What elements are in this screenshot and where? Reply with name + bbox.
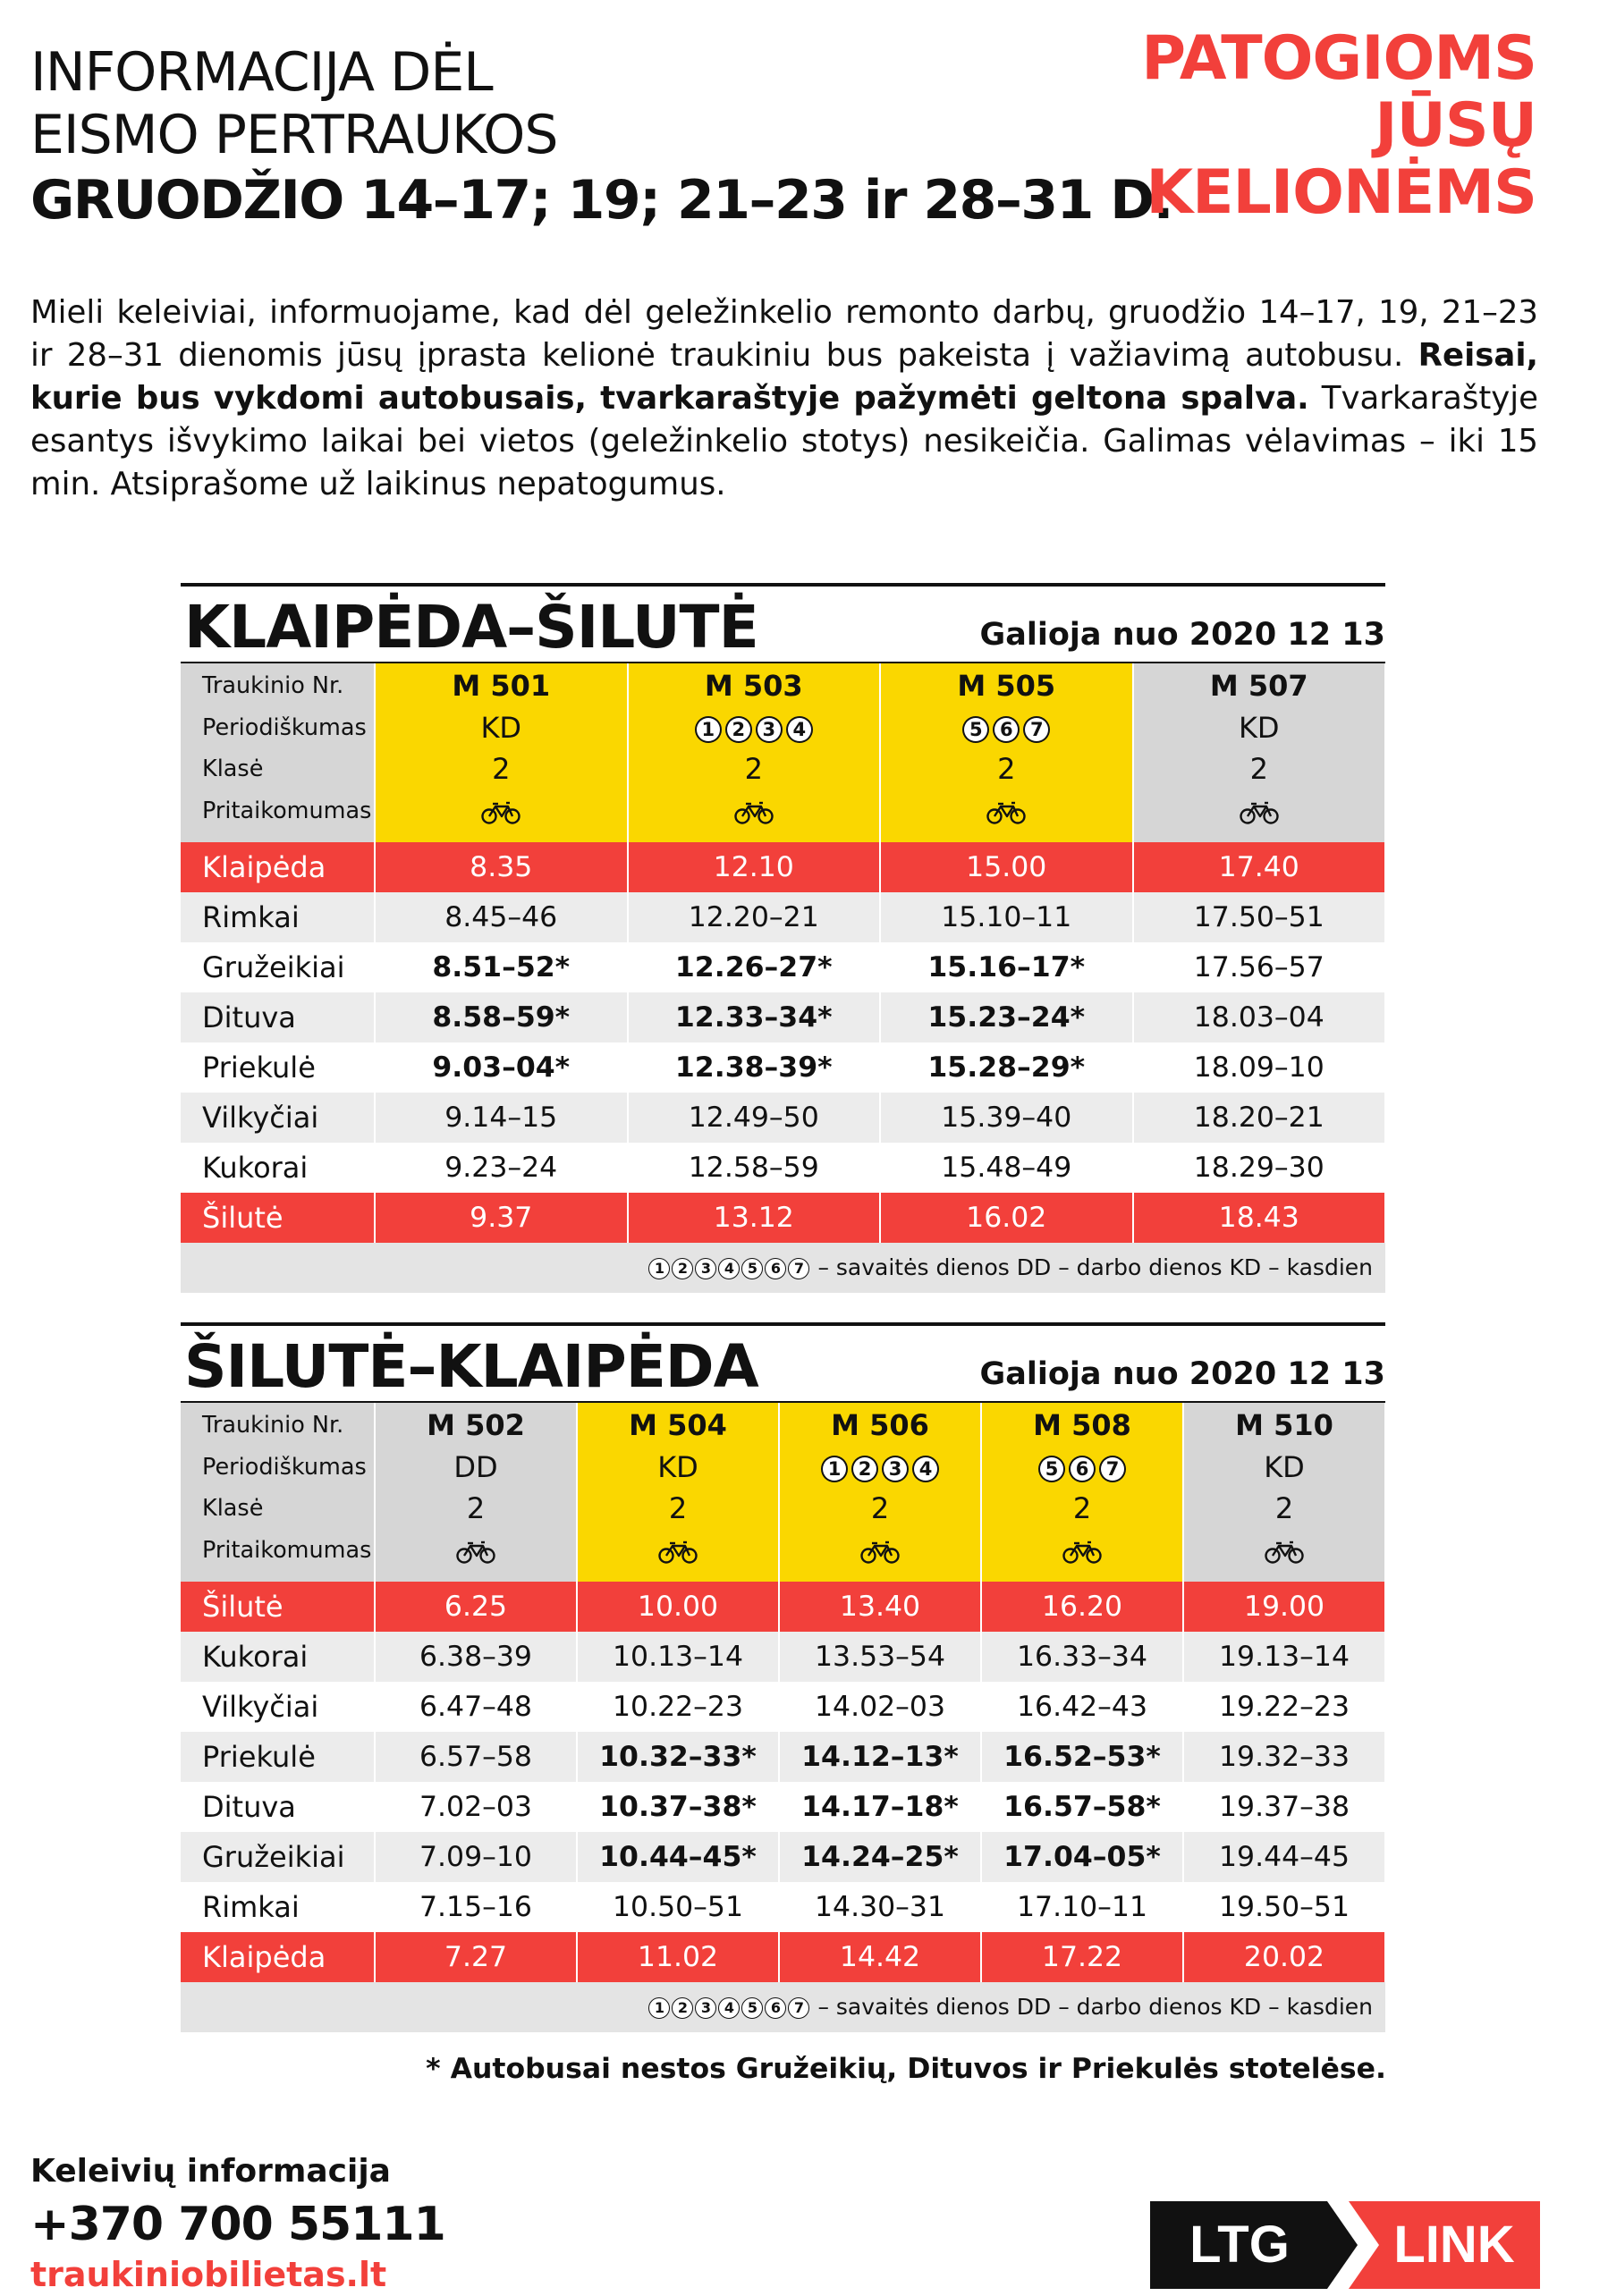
bike-icon bbox=[480, 801, 521, 824]
stop-name: Priekulė bbox=[181, 1042, 375, 1093]
stop-time: 16.52–53* bbox=[981, 1732, 1183, 1782]
legend bbox=[181, 1982, 1385, 2032]
train-periodicity: KD bbox=[1264, 1449, 1305, 1484]
stop-time: 17.40 bbox=[1133, 842, 1386, 892]
stop-time: 14.24–25* bbox=[779, 1832, 981, 1882]
weekday-legend-badge: 3 bbox=[695, 1258, 716, 1279]
train-column-header bbox=[577, 1403, 779, 1582]
stop-time: 16.20 bbox=[981, 1582, 1183, 1632]
weekday-badge: 4 bbox=[912, 1456, 939, 1482]
train-column-header bbox=[375, 1403, 577, 1582]
stop-row bbox=[181, 992, 1385, 1042]
stop-time: 8.51–52* bbox=[375, 942, 628, 992]
stop-time: 16.57–58* bbox=[981, 1782, 1183, 1832]
stop-time: 17.56–57 bbox=[1133, 942, 1386, 992]
weekday-badge: 7 bbox=[1099, 1456, 1126, 1482]
stop-time: 16.02 bbox=[880, 1193, 1133, 1243]
stop-name: Gružeikiai bbox=[181, 942, 375, 992]
stop-row bbox=[181, 1682, 1385, 1732]
bike-accessible bbox=[1184, 1530, 1384, 1572]
bike-accessible bbox=[1134, 790, 1385, 832]
slogan-line-3: KELIONĖMS bbox=[1146, 157, 1536, 228]
stop-time: 19.00 bbox=[1183, 1582, 1385, 1632]
stop-time: 7.02–03 bbox=[375, 1782, 577, 1832]
phone-number[interactable]: +370 700 55111 bbox=[30, 2198, 445, 2251]
stop-time: 7.27 bbox=[375, 1932, 577, 1982]
stop-name: Kukorai bbox=[181, 1632, 375, 1682]
validity-date: Galioja nuo 2020 12 13 bbox=[979, 617, 1385, 653]
stop-name: Rimkai bbox=[181, 892, 375, 942]
train-class: 2 bbox=[668, 1491, 688, 1525]
weekday-legend-badge: 6 bbox=[765, 1997, 786, 2019]
weekday-badge: 3 bbox=[756, 716, 783, 743]
bike-icon bbox=[986, 801, 1027, 824]
stop-time: 18.29–30 bbox=[1133, 1143, 1386, 1193]
stop-time: 20.02 bbox=[1183, 1932, 1385, 1982]
stop-time: 11.02 bbox=[577, 1932, 779, 1982]
stop-time: 16.33–34 bbox=[981, 1632, 1183, 1682]
timetable-silute-klaipeda bbox=[181, 1322, 1385, 2032]
stop-name: Priekulė bbox=[181, 1732, 375, 1782]
stop-name: Kukorai bbox=[181, 1143, 375, 1193]
stop-row bbox=[181, 1932, 1385, 1982]
stop-time: 12.58–59 bbox=[628, 1143, 881, 1193]
weekday-legend-badge: 3 bbox=[695, 1997, 716, 2019]
weekday-legend-badge: 6 bbox=[765, 1258, 786, 1279]
stop-name: Šilutė bbox=[181, 1582, 375, 1632]
section-header bbox=[181, 587, 1385, 662]
stop-name: Gružeikiai bbox=[181, 1832, 375, 1882]
train-column-header bbox=[779, 1403, 981, 1582]
train-class: 2 bbox=[870, 1491, 890, 1525]
stop-time: 18.03–04 bbox=[1133, 992, 1386, 1042]
weekday-legend-badge: 2 bbox=[672, 1258, 693, 1279]
weekday-badge: 4 bbox=[786, 716, 813, 743]
stop-time: 17.50–51 bbox=[1133, 892, 1386, 942]
weekday-badge: 1 bbox=[695, 716, 722, 743]
stop-row bbox=[181, 1782, 1385, 1832]
stop-time: 15.16–17* bbox=[880, 942, 1133, 992]
stop-row bbox=[181, 1093, 1385, 1143]
bike-icon bbox=[859, 1541, 901, 1564]
stop-time: 19.32–33 bbox=[1183, 1732, 1385, 1782]
intro-paragraph bbox=[30, 291, 1538, 506]
stop-time: 10.00 bbox=[577, 1582, 779, 1632]
info-label: Keleivių informacija bbox=[30, 2153, 391, 2190]
timetable bbox=[181, 663, 1386, 1243]
stop-time: 10.13–14 bbox=[577, 1632, 779, 1682]
logo-link-text: LINK bbox=[1393, 2216, 1515, 2274]
stop-time: 13.53–54 bbox=[779, 1632, 981, 1682]
stop-time: 17.04–05* bbox=[981, 1832, 1183, 1882]
train-periodicity: KD bbox=[1238, 710, 1280, 745]
train-column-header bbox=[981, 1403, 1183, 1582]
train-number: M 503 bbox=[704, 669, 803, 703]
weekday-legend-badge: 1 bbox=[648, 1258, 670, 1279]
slogan-line-2: JŪSŲ bbox=[1375, 90, 1536, 161]
bike-accessible bbox=[780, 1530, 980, 1572]
stop-name: Rimkai bbox=[181, 1882, 375, 1932]
stop-time: 18.09–10 bbox=[1133, 1042, 1386, 1093]
stop-time: 14.12–13* bbox=[779, 1732, 981, 1782]
route-title: KLAIPĖDA–ŠILUTĖ bbox=[184, 593, 758, 662]
slogan bbox=[1141, 25, 1536, 226]
weekday-badge: 2 bbox=[851, 1456, 878, 1482]
stop-name: Dituva bbox=[181, 992, 375, 1042]
weekday-badge: 6 bbox=[1069, 1456, 1096, 1482]
stop-time: 8.58–59* bbox=[375, 992, 628, 1042]
stop-time: 19.13–14 bbox=[1183, 1632, 1385, 1682]
stop-time: 9.23–24 bbox=[375, 1143, 628, 1193]
stop-time: 15.39–40 bbox=[880, 1093, 1133, 1143]
train-class: 2 bbox=[744, 752, 763, 786]
weekday-badge: 3 bbox=[882, 1456, 909, 1482]
info-label: Traukinio Nr. bbox=[202, 672, 344, 699]
slogan-line-1: PATOGIOMS bbox=[1141, 23, 1536, 94]
train-number: M 510 bbox=[1235, 1408, 1333, 1442]
stop-name: Šilutė bbox=[181, 1193, 375, 1243]
weekday-legend-badge: 1 bbox=[648, 1997, 670, 2019]
intro-text-bold: Reisai, kurie bus vykdomi autobusais, tvarkaraštyje pažymėti geltona spalva. bbox=[30, 337, 1538, 417]
stop-time: 8.35 bbox=[375, 842, 628, 892]
train-class: 2 bbox=[1249, 752, 1268, 786]
info-label: Periodiškumas bbox=[202, 713, 367, 741]
logo-ltg-text: LTG bbox=[1189, 2216, 1290, 2274]
ltg-link-logo bbox=[1150, 2201, 1540, 2289]
stop-time: 10.37–38* bbox=[577, 1782, 779, 1832]
weekday-badges bbox=[881, 707, 1132, 749]
intro-text-2: Tvarkaraštyje esantys išvykimo laikai bei vietos (geležinkelio stotys) nesikeičia. Galimas vėlavimas – iki 15 min. Atsiprašome už laikinus nepatogumus. bbox=[30, 380, 1538, 502]
train-number: M 508 bbox=[1033, 1408, 1131, 1442]
stop-time: 14.42 bbox=[779, 1932, 981, 1982]
weekday-legend-badge: 7 bbox=[788, 1258, 809, 1279]
weekday-legend-badge: 4 bbox=[718, 1258, 740, 1279]
website-link[interactable]: traukiniobilietas.lt bbox=[30, 2255, 387, 2294]
stop-name: Dituva bbox=[181, 1782, 375, 1832]
train-info-row bbox=[181, 1403, 1385, 1582]
bike-accessible bbox=[629, 790, 880, 832]
train-info-labels bbox=[181, 663, 375, 842]
train-number: M 501 bbox=[452, 669, 551, 703]
train-info-row bbox=[181, 663, 1385, 842]
weekday-badge: 5 bbox=[962, 716, 989, 743]
train-column-header bbox=[1133, 663, 1386, 842]
weekday-legend-badge: 5 bbox=[741, 1997, 763, 2019]
stop-time: 19.37–38 bbox=[1183, 1782, 1385, 1832]
weekday-badge: 2 bbox=[725, 716, 752, 743]
timetable-klaipeda-silute bbox=[181, 583, 1385, 1293]
info-label: Pritaikomumas bbox=[202, 1536, 372, 1564]
weekday-badge: 5 bbox=[1038, 1456, 1065, 1482]
stop-time: 6.38–39 bbox=[375, 1632, 577, 1682]
stop-name: Vilkyčiai bbox=[181, 1682, 375, 1732]
bike-icon bbox=[1239, 801, 1280, 824]
section-header bbox=[181, 1326, 1385, 1401]
weekday-badge: 6 bbox=[993, 716, 1020, 743]
stop-time: 14.02–03 bbox=[779, 1682, 981, 1732]
stop-row bbox=[181, 942, 1385, 992]
stop-time: 12.20–21 bbox=[628, 892, 881, 942]
stop-time: 15.48–49 bbox=[880, 1143, 1133, 1193]
stop-time: 7.09–10 bbox=[375, 1832, 577, 1882]
stop-row bbox=[181, 1042, 1385, 1093]
stop-row bbox=[181, 1732, 1385, 1782]
train-column-header bbox=[1183, 1403, 1385, 1582]
train-periodicity: KD bbox=[657, 1449, 698, 1484]
stop-time: 10.50–51 bbox=[577, 1882, 779, 1932]
stop-time: 8.45–46 bbox=[375, 892, 628, 942]
stop-row bbox=[181, 1882, 1385, 1932]
weekday-badges bbox=[780, 1447, 980, 1489]
stop-row bbox=[181, 1193, 1385, 1243]
stop-name: Klaipėda bbox=[181, 1932, 375, 1982]
stop-name: Klaipėda bbox=[181, 842, 375, 892]
bike-icon bbox=[1264, 1541, 1305, 1564]
heading-dates: GRUODŽIO 14–17; 19; 21–23 ir 28–31 D. bbox=[30, 169, 1172, 232]
stop-time: 18.20–21 bbox=[1133, 1093, 1386, 1143]
info-label: Traukinio Nr. bbox=[202, 1412, 344, 1439]
stop-time: 12.10 bbox=[628, 842, 881, 892]
notice-heading bbox=[30, 41, 1172, 234]
info-label: Periodiškumas bbox=[202, 1453, 367, 1481]
train-number: M 507 bbox=[1209, 669, 1308, 703]
intro-text-1: Mieli keleiviai, informuojame, kad dėl geležinkelio remonto darbų, gruodžio 14–17, 19, 21–23 ir 28–31 dienomis jūsų įprasta kelionė traukiniu bus pakeista į važiavimą autobusu. bbox=[30, 294, 1538, 374]
train-number: M 504 bbox=[629, 1408, 727, 1442]
weekday-badge: 7 bbox=[1023, 716, 1050, 743]
bike-accessible bbox=[881, 790, 1132, 832]
stop-row bbox=[181, 842, 1385, 892]
stop-time: 16.42–43 bbox=[981, 1682, 1183, 1732]
train-info-labels bbox=[181, 1403, 375, 1582]
heading-line-2: EISMO PERTRAUKOS bbox=[30, 104, 558, 166]
weekday-legend-badge: 5 bbox=[741, 1258, 763, 1279]
stop-time: 12.26–27* bbox=[628, 942, 881, 992]
stop-time: 15.28–29* bbox=[880, 1042, 1133, 1093]
route-title: ŠILUTĖ–KLAIPĖDA bbox=[184, 1332, 758, 1401]
stop-row bbox=[181, 1832, 1385, 1882]
stop-name: Vilkyčiai bbox=[181, 1093, 375, 1143]
train-class: 2 bbox=[997, 752, 1016, 786]
train-class: 2 bbox=[1274, 1491, 1294, 1525]
stop-time: 17.10–11 bbox=[981, 1882, 1183, 1932]
legend-text: – savaitės dienos DD – darbo dienos KD – kasdien bbox=[817, 1254, 1373, 1280]
stop-time: 19.22–23 bbox=[1183, 1682, 1385, 1732]
bike-accessible bbox=[578, 1530, 778, 1572]
stop-time: 13.40 bbox=[779, 1582, 981, 1632]
stop-time: 10.32–33* bbox=[577, 1732, 779, 1782]
bike-accessible bbox=[376, 790, 627, 832]
stop-time: 10.22–23 bbox=[577, 1682, 779, 1732]
stop-time: 18.43 bbox=[1133, 1193, 1386, 1243]
stop-time: 15.10–11 bbox=[880, 892, 1133, 942]
stop-time: 17.22 bbox=[981, 1932, 1183, 1982]
legend-text: – savaitės dienos DD – darbo dienos KD – kasdien bbox=[817, 1994, 1373, 2020]
info-label: Klasė bbox=[202, 755, 264, 782]
stop-time: 9.14–15 bbox=[375, 1093, 628, 1143]
stop-time: 6.57–58 bbox=[375, 1732, 577, 1782]
stop-time: 7.15–16 bbox=[375, 1882, 577, 1932]
stop-row bbox=[181, 1632, 1385, 1682]
stop-time: 12.49–50 bbox=[628, 1093, 881, 1143]
stop-row bbox=[181, 892, 1385, 942]
stop-time: 19.50–51 bbox=[1183, 1882, 1385, 1932]
train-periodicity: KD bbox=[480, 710, 522, 745]
weekday-legend-badge: 2 bbox=[672, 1997, 693, 2019]
stop-row bbox=[181, 1582, 1385, 1632]
stop-time: 14.30–31 bbox=[779, 1882, 981, 1932]
stop-time: 15.00 bbox=[880, 842, 1133, 892]
timetable bbox=[181, 1403, 1386, 1982]
train-periodicity: DD bbox=[453, 1449, 498, 1484]
weekday-legend-badge: 7 bbox=[788, 1997, 809, 2019]
stop-time: 10.44–45* bbox=[577, 1832, 779, 1882]
stop-time: 6.25 bbox=[375, 1582, 577, 1632]
weekday-legend-badge: 4 bbox=[718, 1997, 740, 2019]
bike-accessible bbox=[376, 1530, 576, 1572]
bus-stop-footnote: * Autobusai nestos Gružeikių, Dituvos ir Priekulės stotelėse. bbox=[426, 2053, 1386, 2085]
weekday-badge: 1 bbox=[821, 1456, 848, 1482]
train-column-header bbox=[375, 663, 628, 842]
weekday-badges bbox=[629, 707, 880, 749]
stop-time: 14.17–18* bbox=[779, 1782, 981, 1832]
train-class: 2 bbox=[492, 752, 511, 786]
stop-time: 12.38–39* bbox=[628, 1042, 881, 1093]
train-number: M 502 bbox=[427, 1408, 525, 1442]
stop-row bbox=[181, 1143, 1385, 1193]
train-column-header bbox=[628, 663, 881, 842]
legend bbox=[181, 1243, 1385, 1293]
bike-icon bbox=[657, 1541, 698, 1564]
stop-time: 15.23–24* bbox=[880, 992, 1133, 1042]
heading-line-1: INFORMACIJA DĖL bbox=[30, 41, 493, 104]
info-label: Pritaikomumas bbox=[202, 797, 372, 824]
train-column-header bbox=[880, 663, 1133, 842]
validity-date: Galioja nuo 2020 12 13 bbox=[979, 1356, 1385, 1392]
info-label: Klasė bbox=[202, 1495, 264, 1522]
stop-time: 13.12 bbox=[628, 1193, 881, 1243]
stop-time: 6.47–48 bbox=[375, 1682, 577, 1732]
stop-time: 9.37 bbox=[375, 1193, 628, 1243]
bike-icon bbox=[1062, 1541, 1103, 1564]
train-class: 2 bbox=[466, 1491, 486, 1525]
train-number: M 505 bbox=[957, 669, 1056, 703]
weekday-badges bbox=[982, 1447, 1182, 1489]
bike-icon bbox=[733, 801, 774, 824]
train-class: 2 bbox=[1072, 1491, 1092, 1525]
bike-icon bbox=[455, 1541, 496, 1564]
bike-accessible bbox=[982, 1530, 1182, 1572]
stop-time: 9.03–04* bbox=[375, 1042, 628, 1093]
stop-time: 12.33–34* bbox=[628, 992, 881, 1042]
train-number: M 506 bbox=[831, 1408, 929, 1442]
stop-time: 19.44–45 bbox=[1183, 1832, 1385, 1882]
contact-info bbox=[30, 2148, 445, 2296]
